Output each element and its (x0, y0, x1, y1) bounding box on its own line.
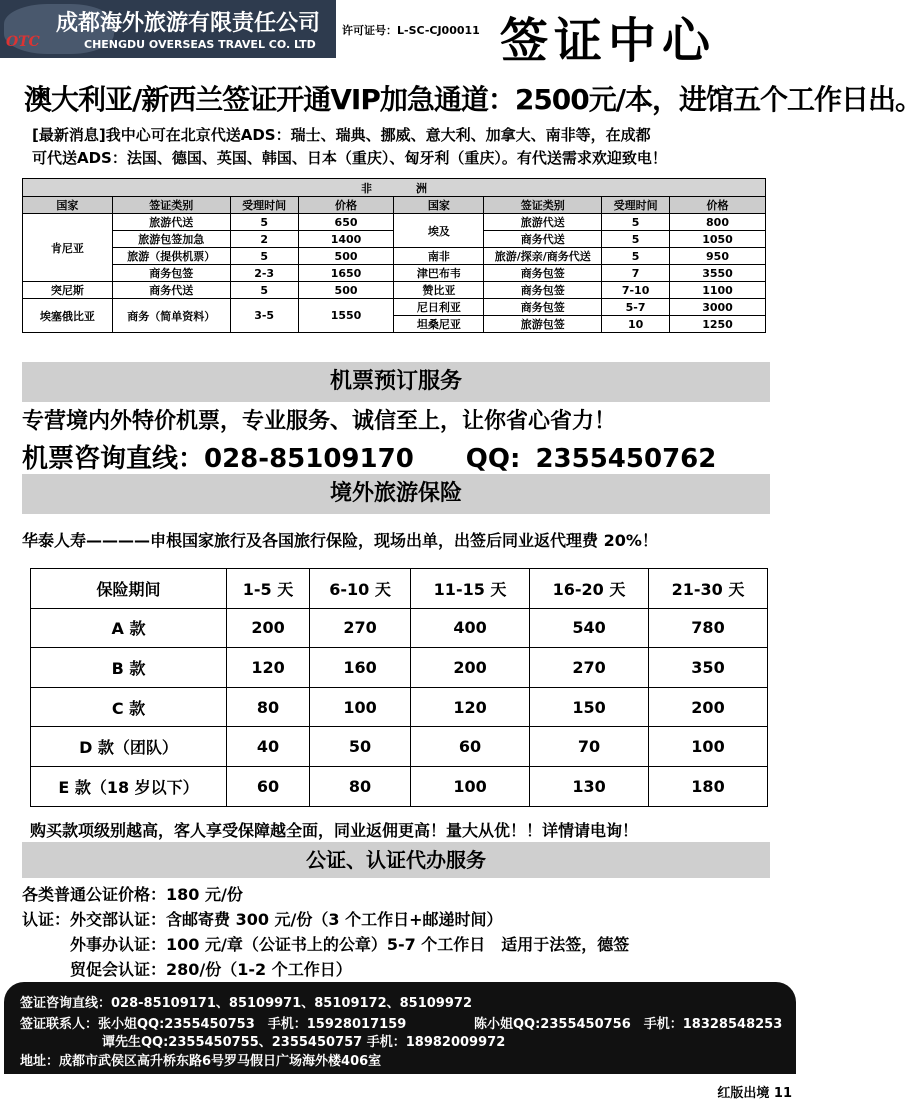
cell: 3550 (670, 265, 766, 282)
plan-label: B 款 (31, 648, 227, 688)
vip-headline: 澳大利亚/新西兰签证开通VIP加急通道：2500元/本，进馆五个工作日出。 (24, 83, 922, 116)
cell: 10 (602, 316, 670, 333)
cell: 500 (298, 282, 394, 299)
cell: 500 (298, 248, 394, 265)
table-row (31, 608, 768, 648)
cell: 950 (670, 248, 766, 265)
cell: 60 (411, 727, 530, 767)
cell: 80 (227, 687, 310, 727)
cell: 5 (602, 214, 670, 231)
table-row (23, 282, 766, 299)
notary-details (22, 882, 629, 982)
cell: 5 (602, 248, 670, 265)
cell: 350 (649, 648, 768, 688)
notary-line: 认证：外交部认证：含邮寄费 300 元/份（3 个工作日+邮递时间） (22, 910, 503, 929)
cell: 70 (530, 727, 649, 767)
company-name-en: CHENGDU OVERSEAS TRAVEL CO. LTD (84, 38, 316, 51)
table-row (23, 248, 766, 265)
license-number: 许可证号：L-SC-CJ00011 (342, 24, 480, 37)
col-header: 11-15 天 (411, 569, 530, 609)
cell: 旅游/探亲/商务代送 (484, 248, 602, 265)
header (0, 0, 800, 69)
page-title: 签证中心 (500, 13, 717, 69)
insurance-note: 华泰人寿————申根国家旅行及各国旅行保险，现场出单，出签后同业返代理费 20%！ (22, 531, 658, 550)
table-row (23, 214, 766, 231)
cell: 200 (227, 608, 310, 648)
plan-label: D 款（团队） (31, 727, 227, 767)
col-header: 国家 (23, 197, 113, 214)
cell: 旅游代送 (484, 214, 602, 231)
col-header: 受理时间 (602, 197, 670, 214)
plan-label: A 款 (31, 608, 227, 648)
cell: 160 (310, 648, 411, 688)
cell: 5 (602, 231, 670, 248)
cell: 60 (227, 766, 310, 806)
col-header: 16-20 天 (530, 569, 649, 609)
col-header: 保险期间 (31, 569, 227, 609)
cell: 商务包签 (484, 265, 602, 282)
notary-line: 贸促会认证：280/份（1-2 个工作日） (22, 960, 352, 979)
cell: 商务包签 (484, 299, 602, 316)
cell: 旅游代送 (112, 214, 230, 231)
cell: 200 (649, 687, 768, 727)
table-row (31, 766, 768, 806)
country-cell: 南非 (394, 248, 484, 265)
cell: 50 (310, 727, 411, 767)
notary-section-title: 公证、认证代办服务 (22, 842, 770, 878)
latest-news (32, 124, 782, 170)
cell: 旅游包签加急 (112, 231, 230, 248)
contact-person: 签证联系人：张小姐QQ:2355450753 手机：15928017159 (20, 1017, 407, 1032)
cell: 40 (227, 727, 310, 767)
cell: 150 (530, 687, 649, 727)
cell: 旅游（提供机票） (112, 248, 230, 265)
cell: 120 (227, 648, 310, 688)
insurance-buy-note: 购买款项级别越高，客人享受保障越全面，同业返佣更高！量大从优！！详情请电询！ (30, 821, 639, 840)
cell: 商务包签 (484, 282, 602, 299)
news-line: [最新消息]我中心可在北京代送ADS：瑞士、瑞典、挪威、意大利、加拿大、南非等，在成都 (32, 126, 651, 144)
contact-person: 陈小姐QQ:2355450756 手机：18328548253 (474, 1017, 783, 1032)
cell: 5-7 (602, 299, 670, 316)
cell: 1100 (670, 282, 766, 299)
cell: 7-10 (602, 282, 670, 299)
cell: 1050 (670, 231, 766, 248)
cell: 100 (411, 766, 530, 806)
col-header: 价格 (670, 197, 766, 214)
cell: 180 (649, 766, 768, 806)
cell: 1550 (298, 299, 394, 333)
notary-line: 各类普通公证价格：180 元/份 (22, 885, 243, 904)
table-row (31, 648, 768, 688)
cell: 5 (230, 282, 298, 299)
cell: 5 (230, 248, 298, 265)
cell: 650 (298, 214, 394, 231)
table-header-row (31, 569, 768, 609)
cell: 旅游包签 (484, 316, 602, 333)
country-cell: 坦桑尼亚 (394, 316, 484, 333)
page-label: 红版出境 11 (717, 1086, 792, 1101)
cell: 100 (649, 727, 768, 767)
contact-footer (4, 982, 796, 1074)
cell: 2 (230, 231, 298, 248)
cell: 130 (530, 766, 649, 806)
company-logo-banner (0, 0, 336, 58)
col-header: 签证类别 (112, 197, 230, 214)
africa-visa-table (22, 178, 766, 333)
cell: 270 (310, 608, 411, 648)
region-header: 非 洲 (23, 179, 766, 197)
address: 地址：成都市武侯区高升桥东路6号罗马假日广场海外楼406室 (20, 1054, 382, 1069)
col-header: 受理时间 (230, 197, 298, 214)
col-header: 6-10 天 (310, 569, 411, 609)
cell: 5 (230, 214, 298, 231)
table-row (31, 687, 768, 727)
company-name-cn: 成都海外旅游有限责任公司 (56, 10, 321, 36)
col-header: 1-5 天 (227, 569, 310, 609)
table-row (23, 299, 766, 316)
cell: 商务代送 (484, 231, 602, 248)
country-cell: 埃及 (394, 214, 484, 248)
col-header: 21-30 天 (649, 569, 768, 609)
cell: 780 (649, 608, 768, 648)
cell: 1250 (670, 316, 766, 333)
country-cell: 突尼斯 (23, 282, 113, 299)
contact-person: 谭先生QQ:2355450755、2355450757 手机：18982009972 (102, 1035, 506, 1050)
ticket-hotline: 机票咨询直线：028-85109170 QQ: 2355450762 (22, 444, 717, 474)
col-header: 国家 (394, 197, 484, 214)
cell: 270 (530, 648, 649, 688)
cell: 商务代送 (112, 282, 230, 299)
notary-line: 外事办认证：100 元/章（公证书上的公章）5-7 个工作日 适用于法签，德签 (22, 935, 630, 954)
cell: 商务（简单资料） (112, 299, 230, 333)
cell: 200 (411, 648, 530, 688)
plan-label: C 款 (31, 687, 227, 727)
cell: 80 (310, 766, 411, 806)
country-cell: 赞比亚 (394, 282, 484, 299)
news-line: 可代送ADS：法国、德国、英国、韩国、日本（重庆）、匈牙利（重庆）。有代送需求欢迎致电！ (32, 149, 667, 167)
ticket-slogan: 专营境内外特价机票，专业服务、诚信至上，让你省心省力！ (22, 409, 617, 434)
visa-hotline: 签证咨询直线：028-85109171、85109971、85109172、85109972 (20, 996, 472, 1011)
ticket-section-title: 机票预订服务 (22, 362, 770, 402)
cell: 1650 (298, 265, 394, 282)
cell: 2-3 (230, 265, 298, 282)
cell: 540 (530, 608, 649, 648)
cell: 商务包签 (112, 265, 230, 282)
plan-label: E 款（18 岁以下） (31, 766, 227, 806)
cell: 3-5 (230, 299, 298, 333)
table-row (31, 727, 768, 767)
cell: 7 (602, 265, 670, 282)
col-header: 签证类别 (484, 197, 602, 214)
insurance-section-title: 境外旅游保险 (22, 474, 770, 514)
cell: 400 (411, 608, 530, 648)
country-cell: 尼日利亚 (394, 299, 484, 316)
cell: 800 (670, 214, 766, 231)
insurance-table (30, 568, 768, 807)
country-cell: 埃塞俄比亚 (23, 299, 113, 333)
country-cell: 肯尼亚 (23, 214, 113, 282)
table-row (23, 265, 766, 282)
cell: 120 (411, 687, 530, 727)
country-cell: 津巴布韦 (394, 265, 484, 282)
otc-logo-mark: OTC (6, 34, 40, 50)
cell: 1400 (298, 231, 394, 248)
col-header: 价格 (298, 197, 394, 214)
cell: 3000 (670, 299, 766, 316)
cell: 100 (310, 687, 411, 727)
